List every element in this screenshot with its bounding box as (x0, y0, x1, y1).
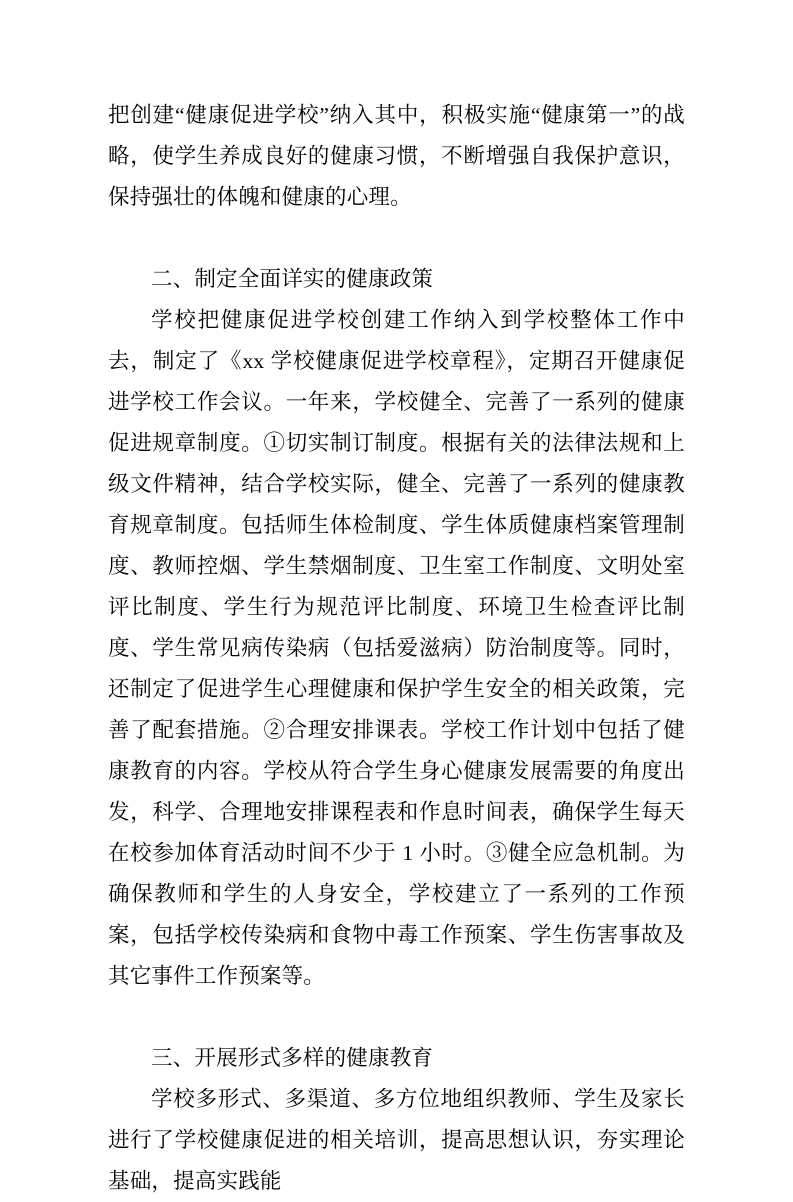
paragraph-gap (108, 218, 685, 259)
document-body (108, 95, 685, 1202)
heading-section-three: 三、开展形式多样的健康教育 (151, 1046, 434, 1070)
paragraph-section-three-body: 学校多形式、多渠道、多方位地组织教师、学生及家长进行了学校健康促进的相关培训，提高思想认识，夯实理论基础，提高实践能 (108, 1087, 685, 1193)
paragraph-gap-2 (108, 997, 685, 1038)
heading-section-two: 二、制定全面详实的健康政策 (151, 267, 434, 291)
paragraph-section-two-body: 学校把健康促进学校创建工作纳入到学校整体工作中去，制定了《xx 学校健康促进学校章程》，定期召开健康促进学校工作会议。一年来，学校健全、完善了一系列的健康促进规章制度。①切实制订制度。根据有关的法律法规和上级文件精神，结合学校实际，健全、完善了一系列的健康教育规章制度。包括师生体检制度、学生体质健康档案管理制度、教师控烟、学生禁烟制度、卫生室工作制度、文明处室评比制度、学生行为规范评比制度、环境卫生检查评比制度、学生常见病传染病（包括爱滋病）防治制度等。同时，还制定了促进学生心理健康和保护学生安全的相关政策，完善了配套措施。②合理安排课表。学校工作计划中包括了健康教育的内容。学校从符合学生身心健康发展需要的角度出发，科学、合理地安排课程表和作息时间表，确保学生每天在校参加体育活动时间不少于 1 小时。③健全应急机制。为确保教师和学生的人身安全，学校建立了一系列的工作预案，包括学校传染病和食物中毒工作预案、学生伤害事故及其它事件工作预案等。 (108, 308, 685, 988)
paragraph-continued-opening: 把创建“健康促进学校”纳入其中，积极实施“健康第一”的战略，使学生养成良好的健康习惯，不断增强自我保护意识，保持强壮的体魄和健康的心理。 (108, 103, 685, 209)
